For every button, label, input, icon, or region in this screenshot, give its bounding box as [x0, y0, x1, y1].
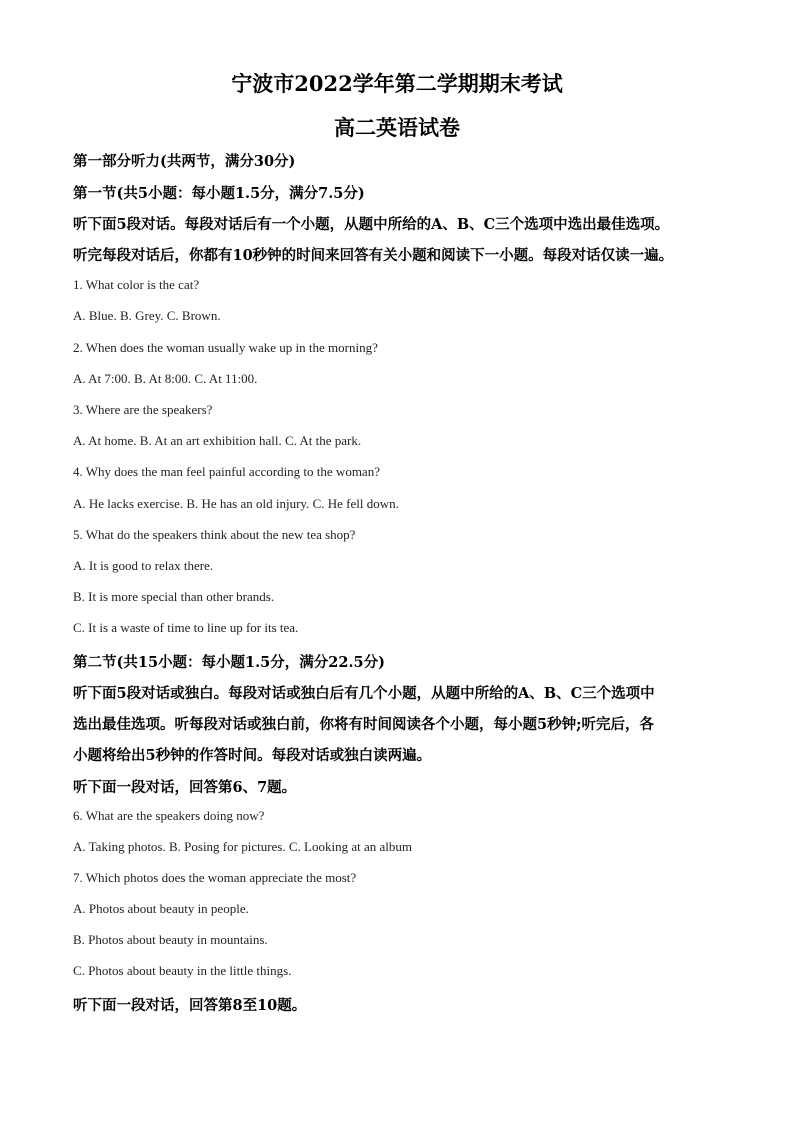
question-6-options: A. Taking photos. B. Posing for pictures. C. Looking at an album: [73, 839, 412, 854]
question-5-option-a: A. It is good to relax there.: [73, 558, 214, 573]
question-4-options: A. He lacks exercise. B. He has an old injury. C. He fell down.: [73, 496, 399, 511]
question-4: 4. Why does the man feel painful according to the woman?: [73, 464, 380, 479]
question-6: 6. What are the speakers doing now?: [73, 808, 265, 823]
dialog-intro-6-7: 听下面一段对话，回答第6、7题。: [73, 779, 297, 796]
question-2: 2. When does the woman usually wake up in the morning?: [73, 340, 378, 355]
exam-subtitle: 高二英语试卷: [334, 115, 460, 140]
section2-instruction-line: 小题将给出5秒钟的作答时间。每段对话或独白读两遍。: [73, 747, 432, 764]
dialog-intro-8-10: 听下面一段对话，回答第8至10题。: [73, 997, 307, 1014]
section2-instruction-line: 听下面5段对话或独白。每段对话或独白后有几个小题，从题中所给的A、B、C三个选项中: [73, 685, 655, 702]
question-3-options: A. At home. B. At an art exhibition hall. C. At the park.: [73, 433, 362, 448]
section2-heading: 第二节(共15小题：每小题1.5分，满分22.5分): [73, 654, 385, 671]
section1-instruction-line: 听下面5段对话。每段对话后有一个小题，从题中所给的A、B、C三个选项中选出最佳选项。: [73, 216, 670, 233]
question-7-option-b: B. Photos about beauty in mountains.: [73, 932, 268, 947]
question-3: 3. Where are the speakers?: [73, 402, 213, 417]
section1-instruction-line: 听完每段对话后，你都有10秒钟的时间来回答有关小题和阅读下一小题。每段对话仅读一遍。: [73, 247, 674, 264]
question-1: 1. What color is the cat?: [73, 277, 200, 292]
question-5-option-c: C. It is a waste of time to line up for its tea.: [73, 620, 299, 635]
section2-instruction-line: 选出最佳选项。听每段对话或独白前，你将有时间阅读各个小题，每小题5秒钟;听完后，各: [73, 716, 654, 733]
question-5-option-b: B. It is more special than other brands.: [73, 589, 275, 604]
question-2-options: A. At 7:00. B. At 8:00. C. At 11:00.: [73, 371, 258, 386]
exam-title: 宁波市2022学年第二学期期末考试: [231, 71, 563, 96]
question-7-option-a: A. Photos about beauty in people.: [73, 901, 249, 916]
question-7-option-c: C. Photos about beauty in the little things.: [73, 963, 292, 978]
section1-heading: 第一节(共5小题：每小题1.5分，满分7.5分): [73, 185, 365, 202]
question-7: 7. Which photos does the woman appreciate the most?: [73, 870, 357, 885]
part1-heading: 第一部分听力(共两节，满分30分): [73, 153, 296, 170]
question-1-options: A. Blue. B. Grey. C. Brown.: [73, 308, 221, 323]
question-5: 5. What do the speakers think about the new tea shop?: [73, 527, 356, 542]
